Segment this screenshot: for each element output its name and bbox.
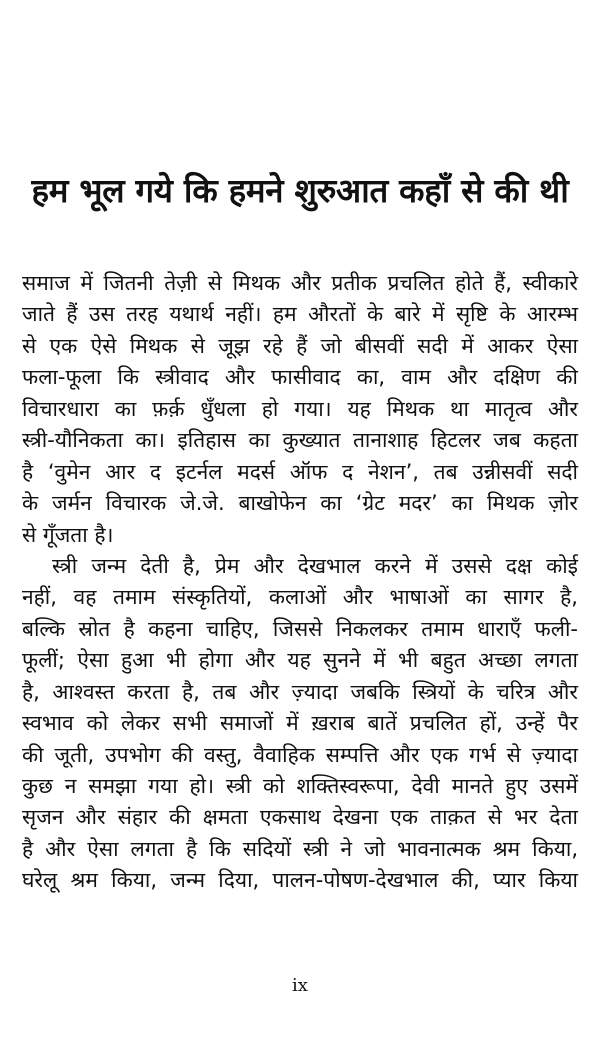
text-line: स्त्री-यौनिकता का। इतिहास का कुख्यात तानाशाह हिटलर जब कहता <box>22 428 578 453</box>
text-line: जाते हैं उस तरह यथार्थ नहीं। हम औरतों के बारे में सृष्टि के आरम्भ <box>22 302 578 327</box>
text-line: कुछ न समझा गया हो। स्त्री को शक्तिस्वरूपा, देवी मानते हुए उसमें <box>22 774 578 798</box>
text-line: है ‘वुमेन आर द इटर्नल मदर्स ऑफ द नेशन’, तब उन्नीसवीं सदी <box>22 459 578 484</box>
text-line: स्वभाव को लेकर सभी समाजों में ख़राब बातें प्रचलित हों, उन्हें पैर <box>22 711 578 736</box>
text-line: स्त्री जन्म देती है, प्रेम और देखभाल करने में उससे दक्ष कोई <box>52 553 578 578</box>
text-line: बल्कि स्रोत है कहना चाहिए, जिससे निकलकर तमाम धाराएँ फली- <box>22 616 578 641</box>
text-line: फूलीं; ऐसा हुआ भी होगा और यह सुनने में भी बहुत अच्छा लगता <box>22 648 578 673</box>
page-number: ix <box>292 975 308 996</box>
text-line: है और ऐसा लगता है कि सदियों स्त्री ने जो भावनात्मक श्रम किया, <box>22 836 578 861</box>
text-line: है, आश्वस्त करता है, तब और ज़्यादा जबकि स्त्रियों के चरित्र और <box>22 679 578 704</box>
body-text <box>22 268 578 897</box>
text-line: घरेलू श्रम किया, जन्म दिया, पालन-पोषण-देखभाल की, प्यार किया <box>22 868 578 893</box>
text-line: से एक ऐसे मिथक से जूझ रहे हैं जो बीसवीं सदी में आकर ऐसा <box>22 333 578 358</box>
text-line: नहीं, वह तमाम संस्कृतियों, कलाओं और भाषाओं का सागर है, <box>22 585 578 610</box>
paragraph-1 <box>22 268 578 551</box>
text-line: समाज में जितनी तेज़ी से मिथक और प्रतीक प्रचलित होते हैं, स्वीकारे <box>22 271 578 295</box>
text-line: के जर्मन विचारक जे.जे. बाखोफेन का ‘ग्रेट मदर’ का मिथक ज़ोर <box>22 491 578 516</box>
text-line: सृजन और संहार की क्षमता एकसाथ देखना एक ताक़त से भर देता <box>22 805 578 830</box>
text-line: की जूती, उपभोग की वस्तु, वैवाहिक सम्पत्ति और एक गर्भ से ज़्यादा <box>22 742 578 767</box>
paragraph-2 <box>22 551 578 897</box>
text-line: फला-फूला कि स्त्रीवाद और फासीवाद का, वाम और दक्षिण की <box>22 365 578 390</box>
chapter-title: हम भूल गये कि हमने शुरुआत कहाँ से की थी <box>31 171 569 211</box>
text-line: से गूँजता है। <box>22 522 114 547</box>
text-line: विचारधारा का फ़र्क़ धुँधला हो गया। यह मिथक था मातृत्व और <box>22 396 578 421</box>
